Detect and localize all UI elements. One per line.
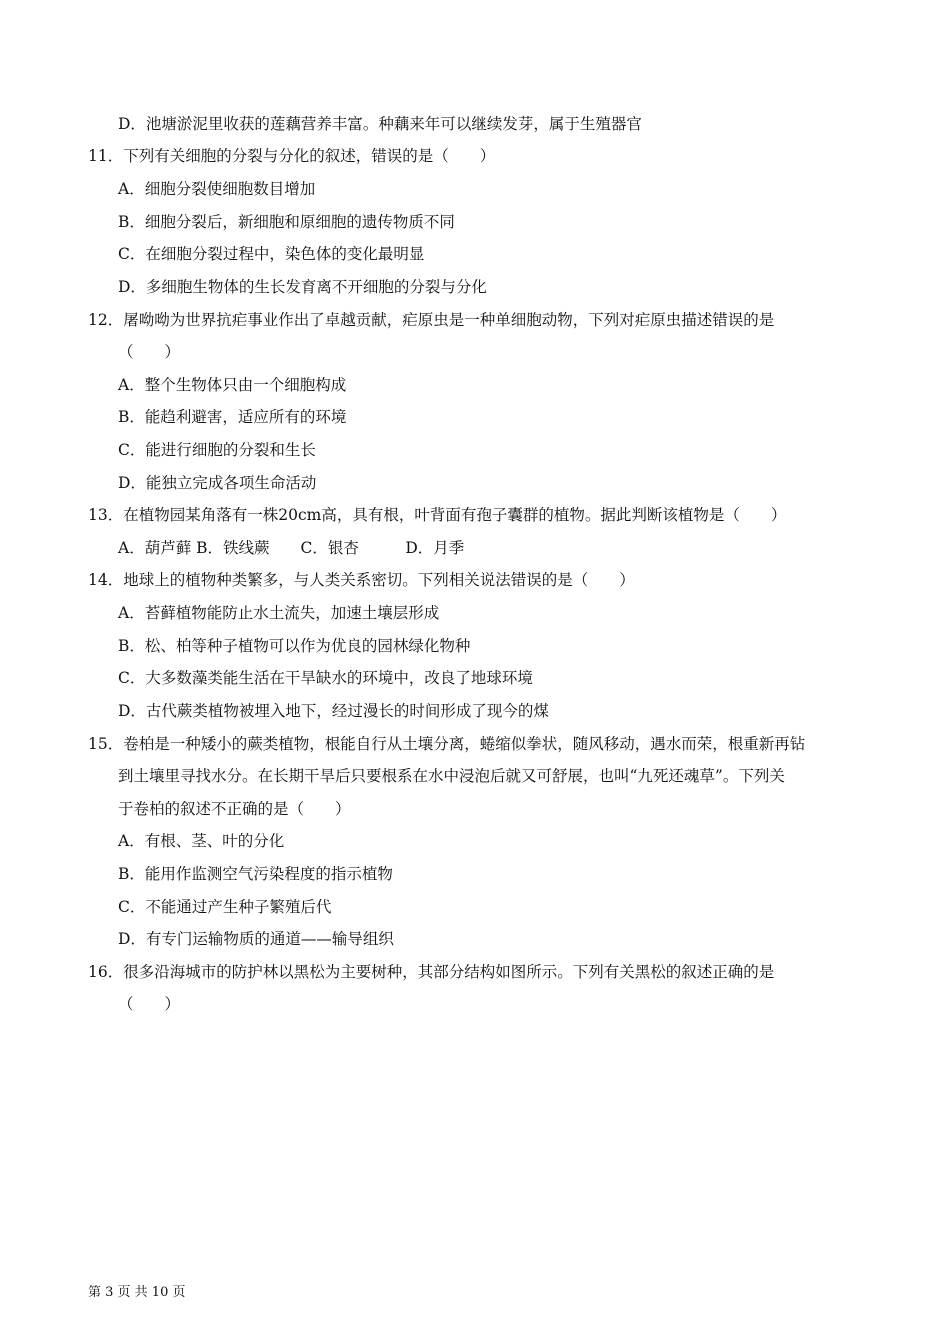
question-16-stem-cont: （ ） <box>118 995 181 1013</box>
question-15-option-a: A．有根、茎、叶的分化 <box>118 832 285 850</box>
question-12-stem: 12．屠呦呦为世界抗疟事业作出了卓越贡献，疟原虫是一种单细胞动物，下列对疟原虫描述错误的是 <box>88 311 775 329</box>
question-15-option-b: B．能用作监测空气污染程度的指示植物 <box>118 865 393 883</box>
question-14-option-a: A．苔藓植物能防止水土流失，加速土壤层形成 <box>118 604 440 622</box>
question-13-options: A．葫芦藓 B．铁线蕨 C．银杏 D．月季 <box>118 539 465 557</box>
question-16-stem: 16．很多沿海城市的防护林以黑松为主要树种，其部分结构如图所示。下列有关黑松的叙述正确的是 <box>88 963 775 981</box>
page-footer: 第 3 页 共 10 页 <box>88 1285 186 1300</box>
question-13-stem: 13．在植物园某角落有一株20cm高，具有根，叶背面有孢子囊群的植物。据此判断该植物是（ ） <box>88 506 787 524</box>
question-15-stem: 15．卷柏是一种矮小的蕨类植物，根能自行从土壤分离，蜷缩似拳状，随风移动，遇水而荣，根重新再钻 <box>88 735 806 753</box>
question-12-stem-cont: （ ） <box>118 343 181 361</box>
prev-option-d: D．池塘淤泥里收获的莲藕营养丰富。种藕来年可以继续发芽，属于生殖器官 <box>118 115 642 133</box>
question-14-option-c: C．大多数藻类能生活在干旱缺水的环境中，改良了地球环境 <box>118 669 533 687</box>
question-12-option-d: D．能独立完成各项生命活动 <box>118 474 317 492</box>
question-12-option-a: A．整个生物体只由一个细胞构成 <box>118 376 347 394</box>
question-11-option-d: D．多细胞生物体的生长发育离不开细胞的分裂与分化 <box>118 278 487 296</box>
question-12-option-b: B．能趋利避害，适应所有的环境 <box>118 408 347 426</box>
question-15-option-d: D．有专门运输物质的通道——输导组织 <box>118 930 394 948</box>
question-11-stem: 11．下列有关细胞的分裂与分化的叙述，错误的是（ ） <box>88 147 496 165</box>
question-15-option-c: C．不能通过产生种子繁殖后代 <box>118 898 332 916</box>
question-11-option-b: B．细胞分裂后，新细胞和原细胞的遗传物质不同 <box>118 213 455 231</box>
question-15-stem-cont-2: 于卷柏的叙述不正确的是（ ） <box>118 800 351 818</box>
question-11-option-c: C．在细胞分裂过程中，染色体的变化最明显 <box>118 245 425 263</box>
question-15-stem-cont-1: 到土壤里寻找水分。在长期干旱后只要根系在水中浸泡后就又可舒展，也叫“九死还魂草”。下列关 <box>118 767 785 785</box>
question-14-stem: 14．地球上的植物种类繁多，与人类关系密切。下列相关说法错误的是（ ） <box>88 571 635 589</box>
question-11-option-a: A．细胞分裂使细胞数目增加 <box>118 180 316 198</box>
question-14-option-b: B．松、柏等种子植物可以作为优良的园林绿化物种 <box>118 637 471 655</box>
question-12-option-c: C．能进行细胞的分裂和生长 <box>118 441 316 459</box>
question-14-option-d: D．古代蕨类植物被埋入地下，经过漫长的时间形成了现今的煤 <box>118 702 549 720</box>
